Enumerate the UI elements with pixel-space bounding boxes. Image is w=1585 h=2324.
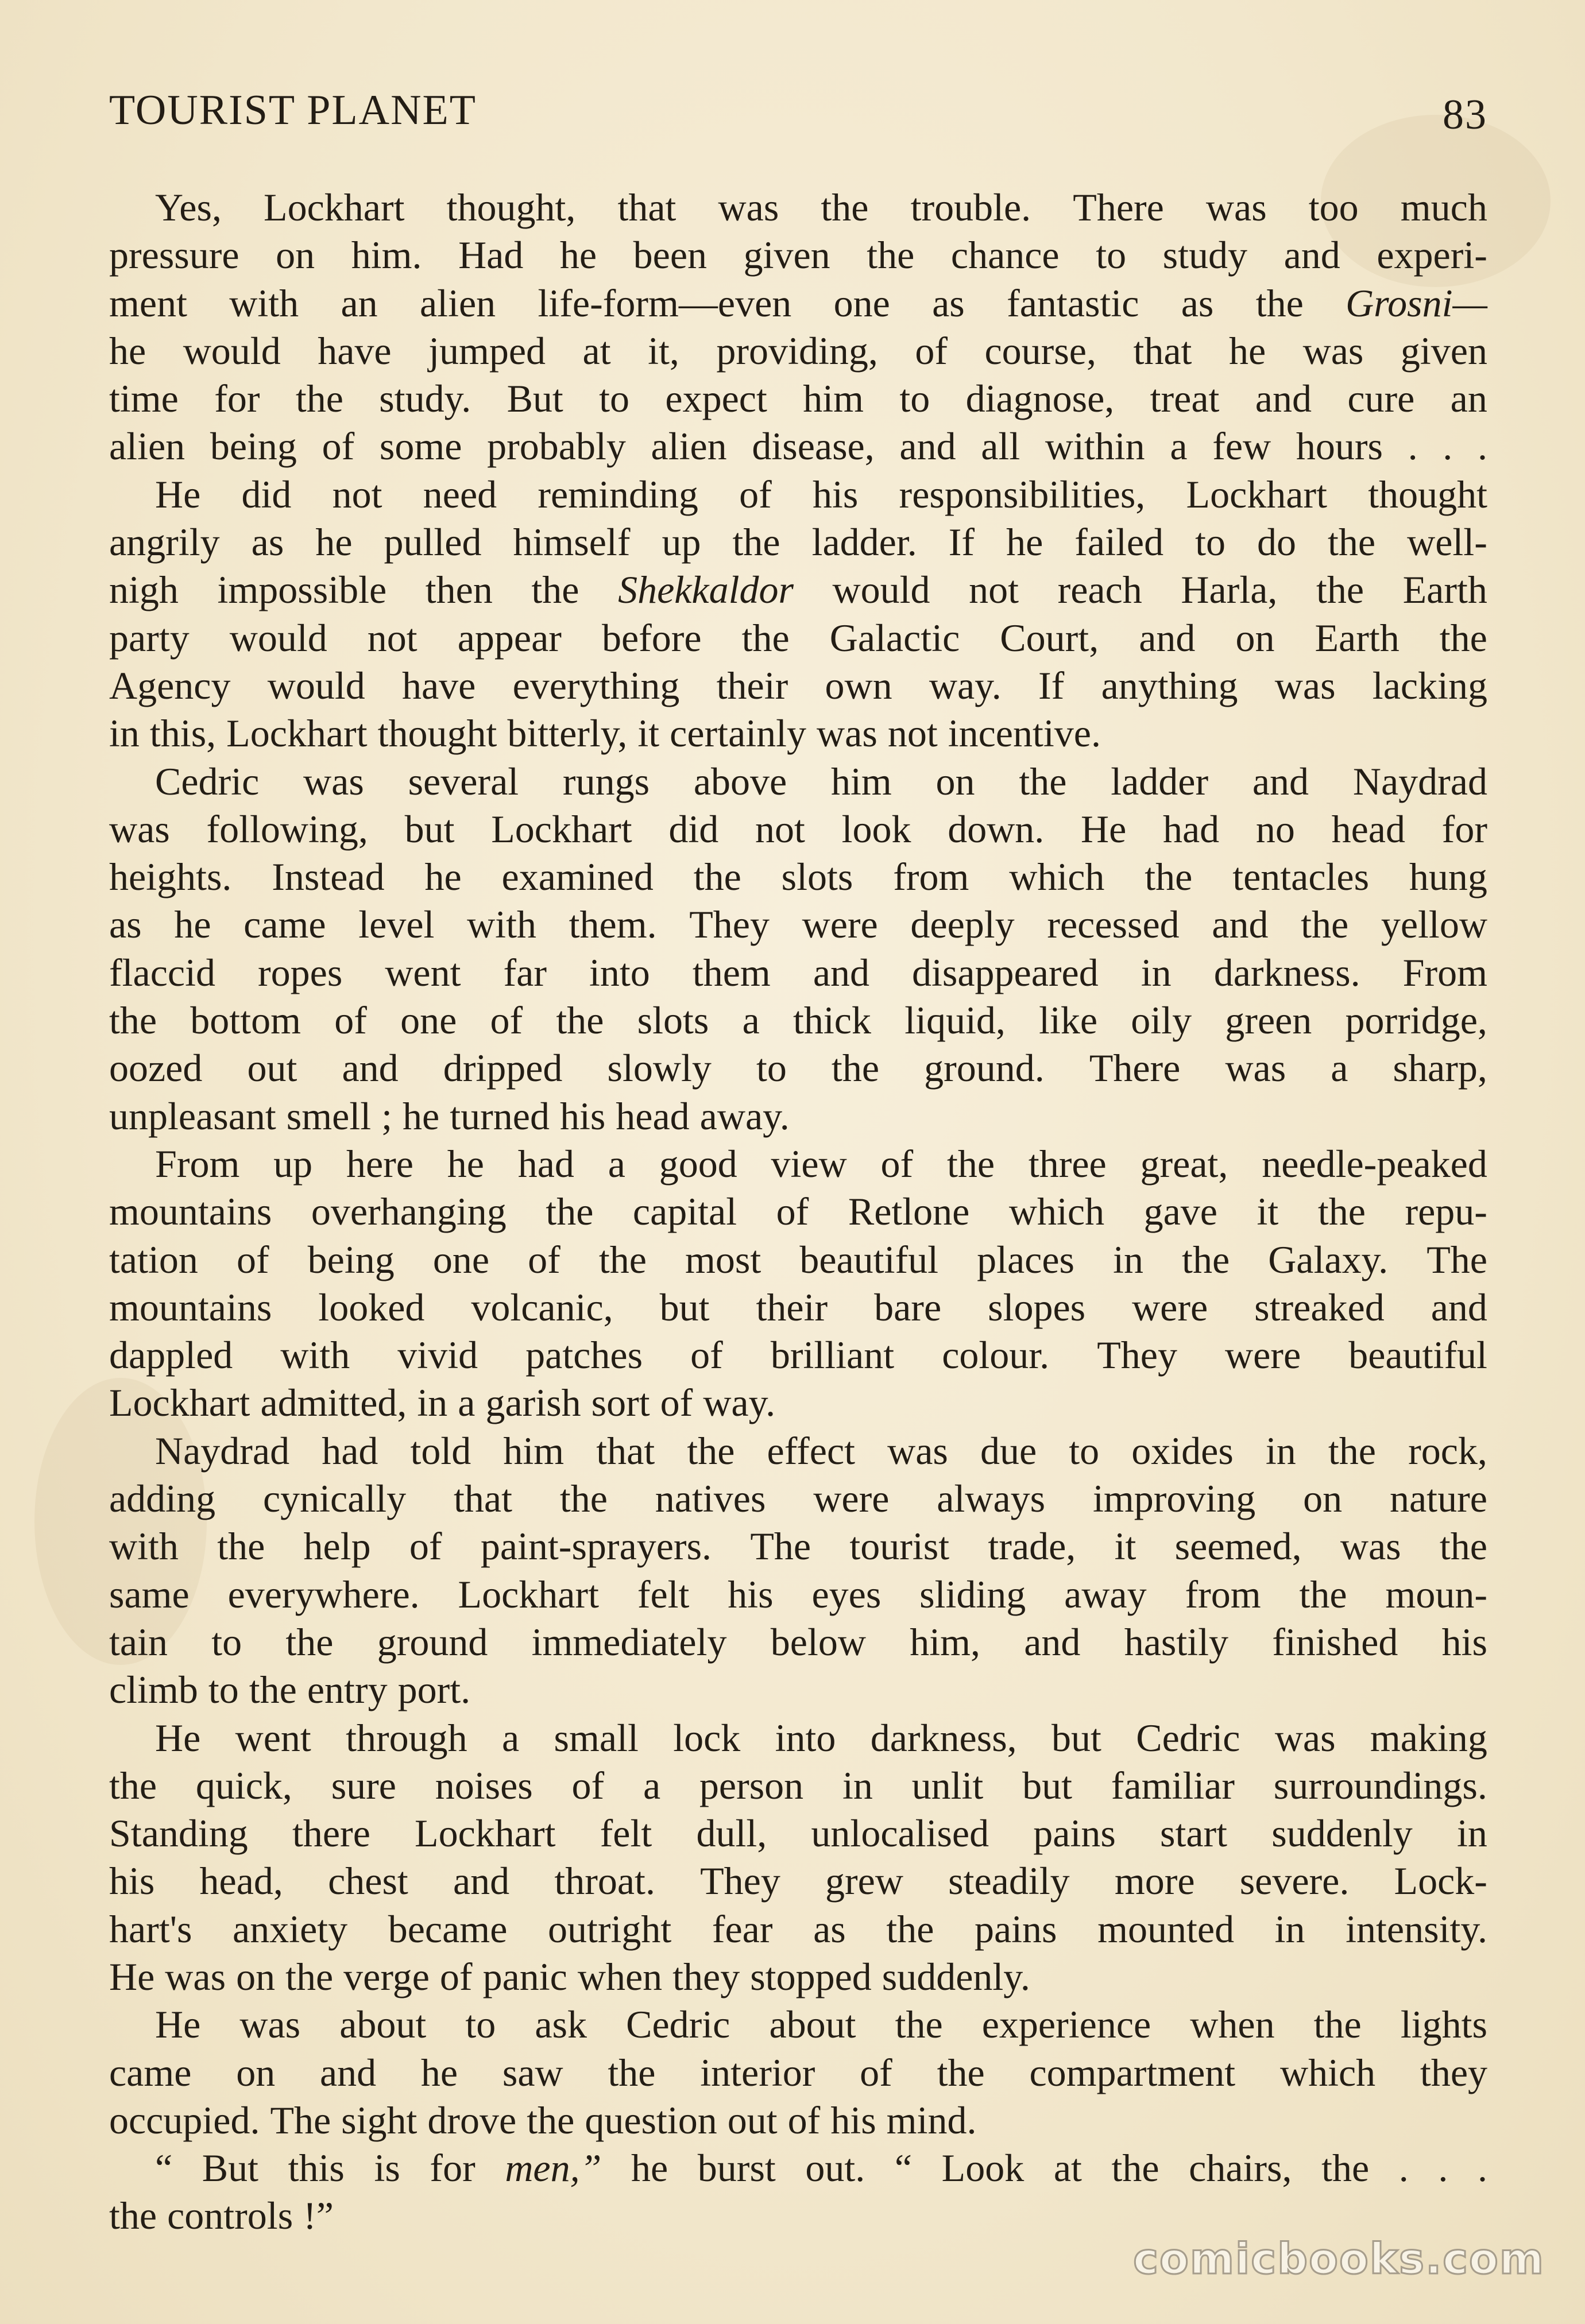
text-line: He was on the verge of panic when they stopped suddenly. [109,1954,1030,1998]
text-line: tain to the ground immediately below him, and hastily finished his [109,1620,1487,1664]
text-line: nigh impossible then the Shekkaldor would not reach Harla, the Earth [109,568,1487,612]
text-line: He went through a small lock into darkness, but Cedric was making [155,1715,1487,1760]
text-line: party would not appear before the Galactic Court, and on Earth the [109,615,1487,660]
text-line: occupied. The sight drove the question out of his mind. [109,2098,977,2142]
text-line: ment with an alien life-form—even one as fantastic as the Grosni— [109,281,1487,325]
text-line: alien being of some probably alien disease, and all within a few hours . . . [109,424,1487,468]
text-line: Standing there Lockhart felt dull, unlocalised pains start suddenly in [109,1811,1487,1856]
text-line: hart's anxiety became outright fear as the pains mounted in intensity. [109,1907,1487,1951]
text-line: Yes, Lockhart thought, that was the trouble. There was too much [155,185,1487,229]
text-line: Naydrad had told him that the effect was due to oxides in the rock, [155,1428,1487,1473]
text-line: tation of being one of the most beautiful places in the Galaxy. The [109,1237,1487,1281]
text-line: mountains overhanging the capital of Retlone which gave it the repu- [109,1190,1487,1234]
watermark: comicbooks.com [1133,2234,1545,2284]
text-line: as he came level with them. They were deeply recessed and the yellow [109,903,1487,947]
running-title: TOURIST PLANET [109,87,477,134]
text-line: oozed out and dripped slowly to the ground. There was a sharp, [109,1046,1487,1090]
text-line: in this, Lockhart thought bitterly, it certainly was not incentive. [109,711,1101,756]
text-line: the quick, sure noises of a person in unlit but familiar surroundings. [109,1763,1487,1807]
text-line: adding cynically that the natives were always improving on nature [109,1477,1487,1521]
text-line: same everywhere. Lockhart felt his eyes sliding away from the moun- [109,1572,1487,1616]
text-line: the bottom of one of the slots a thick liquid, like oily green porridge, [109,998,1487,1043]
text-line: dappled with vivid patches of brilliant colour. They were beautiful [109,1333,1487,1377]
text-line: “ But this is for men,” he burst out. “ Look at the chairs, the . . . [155,2146,1487,2190]
text-line: pressure on him. Had he been given the chance to study and experi- [109,233,1487,277]
text-line: unpleasant smell ; he turned his head away. [109,1094,790,1138]
text-line: mountains looked volcanic, but their bare slopes were streaked and [109,1285,1487,1329]
text-line: angrily as he pulled himself up the ladder. If he failed to do the well- [109,520,1487,564]
text-line: time for the study. But to expect him to diagnose, treat and cure an [109,377,1487,421]
body-text [109,184,1487,2240]
text-line: Agency would have everything their own way. If anything was lacking [109,663,1487,707]
text-line: heights. Instead he examined the slots from which the tentacles hung [109,855,1487,899]
text-line: he would have jumped at it, providing, of course, that he was given [109,328,1487,373]
text-line: his head, chest and throat. They grew steadily more severe. Lock- [109,1859,1487,1903]
text-line: He did not need reminding of his responsibilities, Lockhart thought [155,472,1487,516]
text-line: He was about to ask Cedric about the experience when the lights [155,2002,1487,2047]
text-line: From up here he had a good view of the three great, needle-peaked [155,1141,1487,1186]
text-line: Lockhart admitted, in a garish sort of way. [109,1381,776,1425]
text-line: climb to the entry port. [109,1668,471,1712]
text-line: flaccid ropes went far into them and disappeared in darkness. From [109,950,1487,994]
text-line: Cedric was several rungs above him on the ladder and Naydrad [155,759,1487,803]
text-line: came on and he saw the interior of the compartment which they [109,2050,1487,2094]
text-line: with the help of paint-sprayers. The tourist trade, it seemed, was the [109,1524,1487,1568]
text-line: the controls !” [109,2194,334,2238]
page-header [109,86,1487,144]
page-number: 83 [1443,91,1487,138]
text-line: was following, but Lockhart did not look down. He had no head for [109,807,1487,851]
